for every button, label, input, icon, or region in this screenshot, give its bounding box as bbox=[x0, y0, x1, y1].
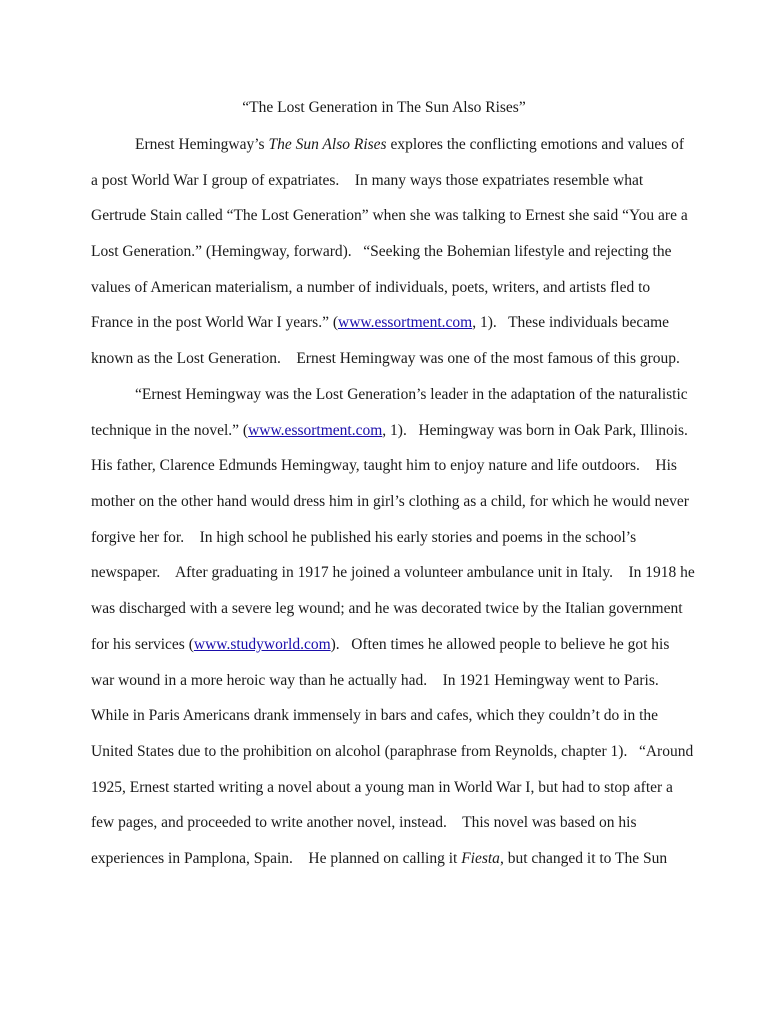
paragraph-2-line-14 bbox=[91, 848, 667, 870]
paragraph-2-line-12: 1925, Ernest started writing a novel about a young man in World War I, but had to stop after a bbox=[91, 779, 673, 796]
document-title: “The Lost Generation in The Sun Also Rises” bbox=[242, 99, 526, 116]
paragraph-2-line-7: was discharged with a severe leg wound; and he was decorated twice by the Italian government bbox=[91, 600, 683, 617]
paragraph-2-line-9: war wound in a more heroic way than he actually had. In 1921 Hemingway went to Paris. bbox=[91, 672, 659, 689]
text-run: , but changed it to The Sun bbox=[499, 850, 668, 867]
paragraph-1-line-5: values of American materialism, a number of individuals, poets, writers, and artists fled to bbox=[91, 279, 651, 296]
text-run: France in the post World War I years.” ( bbox=[91, 314, 339, 331]
book-title-italic: The Sun Also Rises bbox=[268, 136, 387, 153]
paragraph-2-line-6: newspaper. After graduating in 1917 he joined a volunteer ambulance unit in Italy. In 1918 he bbox=[91, 564, 695, 581]
paragraph-2-line-13: few pages, and proceeded to write another novel, instead. This novel was based on his bbox=[91, 814, 637, 831]
paragraph-1-line-4: Lost Generation.” (Hemingway, forward). “Seeking the Bohemian lifestyle and rejecting the bbox=[91, 243, 672, 260]
paragraph-1-line-3: Gertrude Stain called “The Lost Generation” when she was talking to Ernest she said “You are a bbox=[91, 207, 688, 224]
paragraph-2-line-2 bbox=[91, 420, 688, 442]
text-run: ). Often times he allowed people to believe he got his bbox=[330, 636, 670, 653]
text-run: , 1). Hemingway was born in Oak Park, Illinois. bbox=[382, 422, 688, 439]
text-run: , 1). These individuals became bbox=[472, 314, 670, 331]
paragraph-2-line-11: United States due to the prohibition on alcohol (paraphrase from Reynolds, chapter 1). “Around bbox=[91, 743, 694, 760]
text-run: explores the conflicting emotions and values of bbox=[386, 136, 685, 153]
paragraph-2-line-5: forgive her for. In high school he published his early stories and poems in the school’s bbox=[91, 529, 637, 546]
paragraph-2-line-8 bbox=[91, 634, 669, 656]
text-run: Ernest Hemingway’s bbox=[135, 136, 269, 153]
text-run: experiences in Pamplona, Spain. He planned on calling it bbox=[91, 850, 462, 867]
paragraph-1-line-1 bbox=[135, 134, 684, 156]
paragraph-2-line-1: “Ernest Hemingway was the Lost Generation’s leader in the adaptation of the naturalistic bbox=[135, 386, 688, 403]
fiesta-italic: Fiesta bbox=[461, 850, 500, 867]
studyworld-link[interactable]: www.studyworld.com bbox=[193, 636, 331, 653]
essortment-link[interactable]: www.essortment.com bbox=[338, 314, 473, 331]
essortment-link[interactable]: www.essortment.com bbox=[248, 422, 383, 439]
text-run: technique in the novel.” ( bbox=[91, 422, 249, 439]
text-run: for his services ( bbox=[91, 636, 194, 653]
paragraph-1-line-6 bbox=[91, 312, 669, 334]
paragraph-2-line-10: While in Paris Americans drank immensely in bars and cafes, which they couldn’t do in the bbox=[91, 707, 659, 724]
paragraph-2-line-3: His father, Clarence Edmunds Hemingway, taught him to enjoy nature and life outdoors. His bbox=[91, 457, 677, 474]
paragraph-1-line-7: known as the Lost Generation. Ernest Hemingway was one of the most famous of this group. bbox=[91, 350, 680, 367]
paragraph-1-line-2: a post World War I group of expatriates. In many ways those expatriates resemble what bbox=[91, 172, 644, 189]
paragraph-2-line-4: mother on the other hand would dress him in girl’s clothing as a child, for which he would never bbox=[91, 493, 689, 510]
